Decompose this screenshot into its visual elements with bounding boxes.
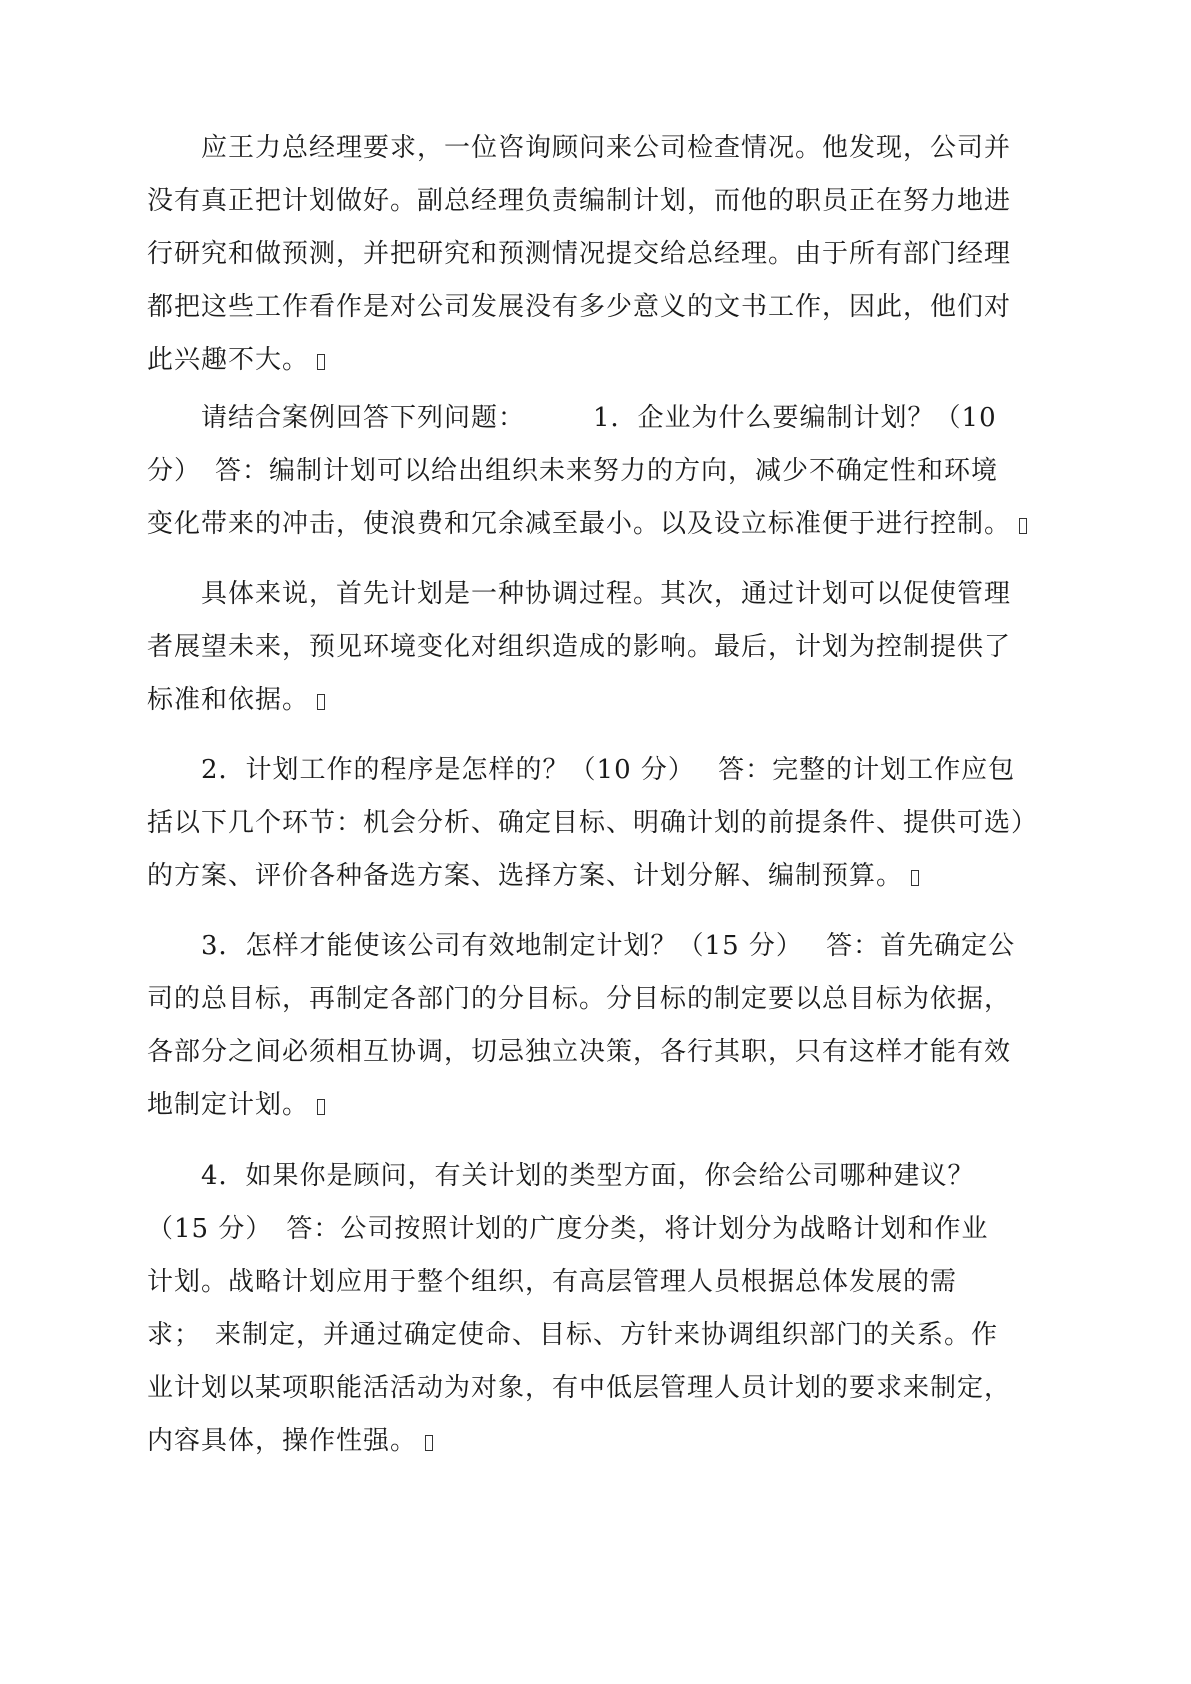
text-line: 此兴趣不大。 [147, 345, 310, 375]
text-line-end [147, 1079, 1047, 1132]
text-line: 行研究和做预测，并把研究和预测情况提交给总经理。由于所有部门经理 [147, 239, 1012, 269]
text-line-end [147, 674, 1047, 727]
text-line: 变化带来的冲击，使浪费和冗余减至最小。以及设立标准便于进行控制。 [147, 509, 1012, 539]
paragraph-mark-icon [911, 870, 919, 886]
paragraph-answer-1-detail [147, 568, 1047, 727]
paragraph-mark-icon [317, 354, 325, 370]
text-line: 没有真正把计划做好。副总经理负责编制计划，而他的职员正在努力地进 [147, 186, 1012, 216]
paragraph-mark-icon [317, 1099, 325, 1115]
paragraph-question-2 [147, 744, 1047, 903]
text-line: 各部分之间必须相互协调，切忌独立决策，各行其职，只有这样才能有效 [147, 1037, 1012, 1067]
text-line: 都把这些工作看作是对公司发展没有多少意义的文书工作，因此，他们对 [147, 292, 1012, 322]
text-line: 业计划以某项职能活活动为对象，有中低层管理人员计划的要求来制定， [147, 1373, 1012, 1403]
text-line: 分） 答：编制计划可以给出组织未来努力的方向，减少不确定性和环境 [147, 456, 999, 486]
text-line: 3．怎样才能使该公司有效地制定计划？（15 分） 答：首先确定公 [147, 931, 1016, 961]
paragraph-mark-icon [1019, 518, 1027, 534]
text-line: 标准和依据。 [147, 685, 310, 715]
text-line: 应王力总经理要求，一位咨询顾问来公司检查情况。他发现，公司并 [147, 133, 1012, 163]
text-line: 具体来说，首先计划是一种协调过程。其次，通过计划可以促使管理 [147, 579, 1012, 609]
text-line: （15 分） 答：公司按照计划的广度分类，将计划分为战略计划和作业 [147, 1214, 989, 1244]
text-line-end [147, 498, 1047, 551]
text-line: 地制定计划。 [147, 1090, 310, 1120]
text-line: 4．如果你是顾问，有关计划的类型方面，你会给公司哪种建议？ [147, 1161, 975, 1191]
text-line-end [147, 334, 1047, 387]
paragraph-mark-icon [425, 1435, 433, 1451]
text-line: 括以下几个环节：机会分析、确定目标、明确计划的前提条件、提供可选） [147, 808, 1039, 838]
text-line: 者展望未来，预见环境变化对组织造成的影响。最后，计划为控制提供了 [147, 632, 1012, 662]
text-line: 2．计划工作的程序是怎样的？（10 分） 答：完整的计划工作应包 [147, 755, 1016, 785]
text-line: 的方案、评价各种备选方案、选择方案、计划分解、编制预算。 [147, 861, 904, 891]
paragraph-case-background [147, 122, 1047, 387]
text-line: 求； 来制定，并通过确定使命、目标、方针来协调组织部门的关系。作 [147, 1320, 999, 1350]
text-line: 请结合案例回答下列问题： 1．企业为什么要编制计划？（10 [147, 403, 997, 433]
paragraph-question-3 [147, 920, 1047, 1132]
paragraph-question-1 [147, 392, 1047, 551]
paragraph-mark-icon [317, 694, 325, 710]
text-line: 司的总目标，再制定各部门的分目标。分目标的制定要以总目标为依据， [147, 984, 1012, 1014]
text-line: 计划。战略计划应用于整个组织，有高层管理人员根据总体发展的需 [147, 1267, 958, 1297]
text-line-end [147, 1415, 1047, 1468]
text-line-end [147, 850, 1047, 903]
paragraph-question-4 [147, 1150, 1047, 1468]
text-line: 内容具体，操作性强。 [147, 1426, 418, 1456]
